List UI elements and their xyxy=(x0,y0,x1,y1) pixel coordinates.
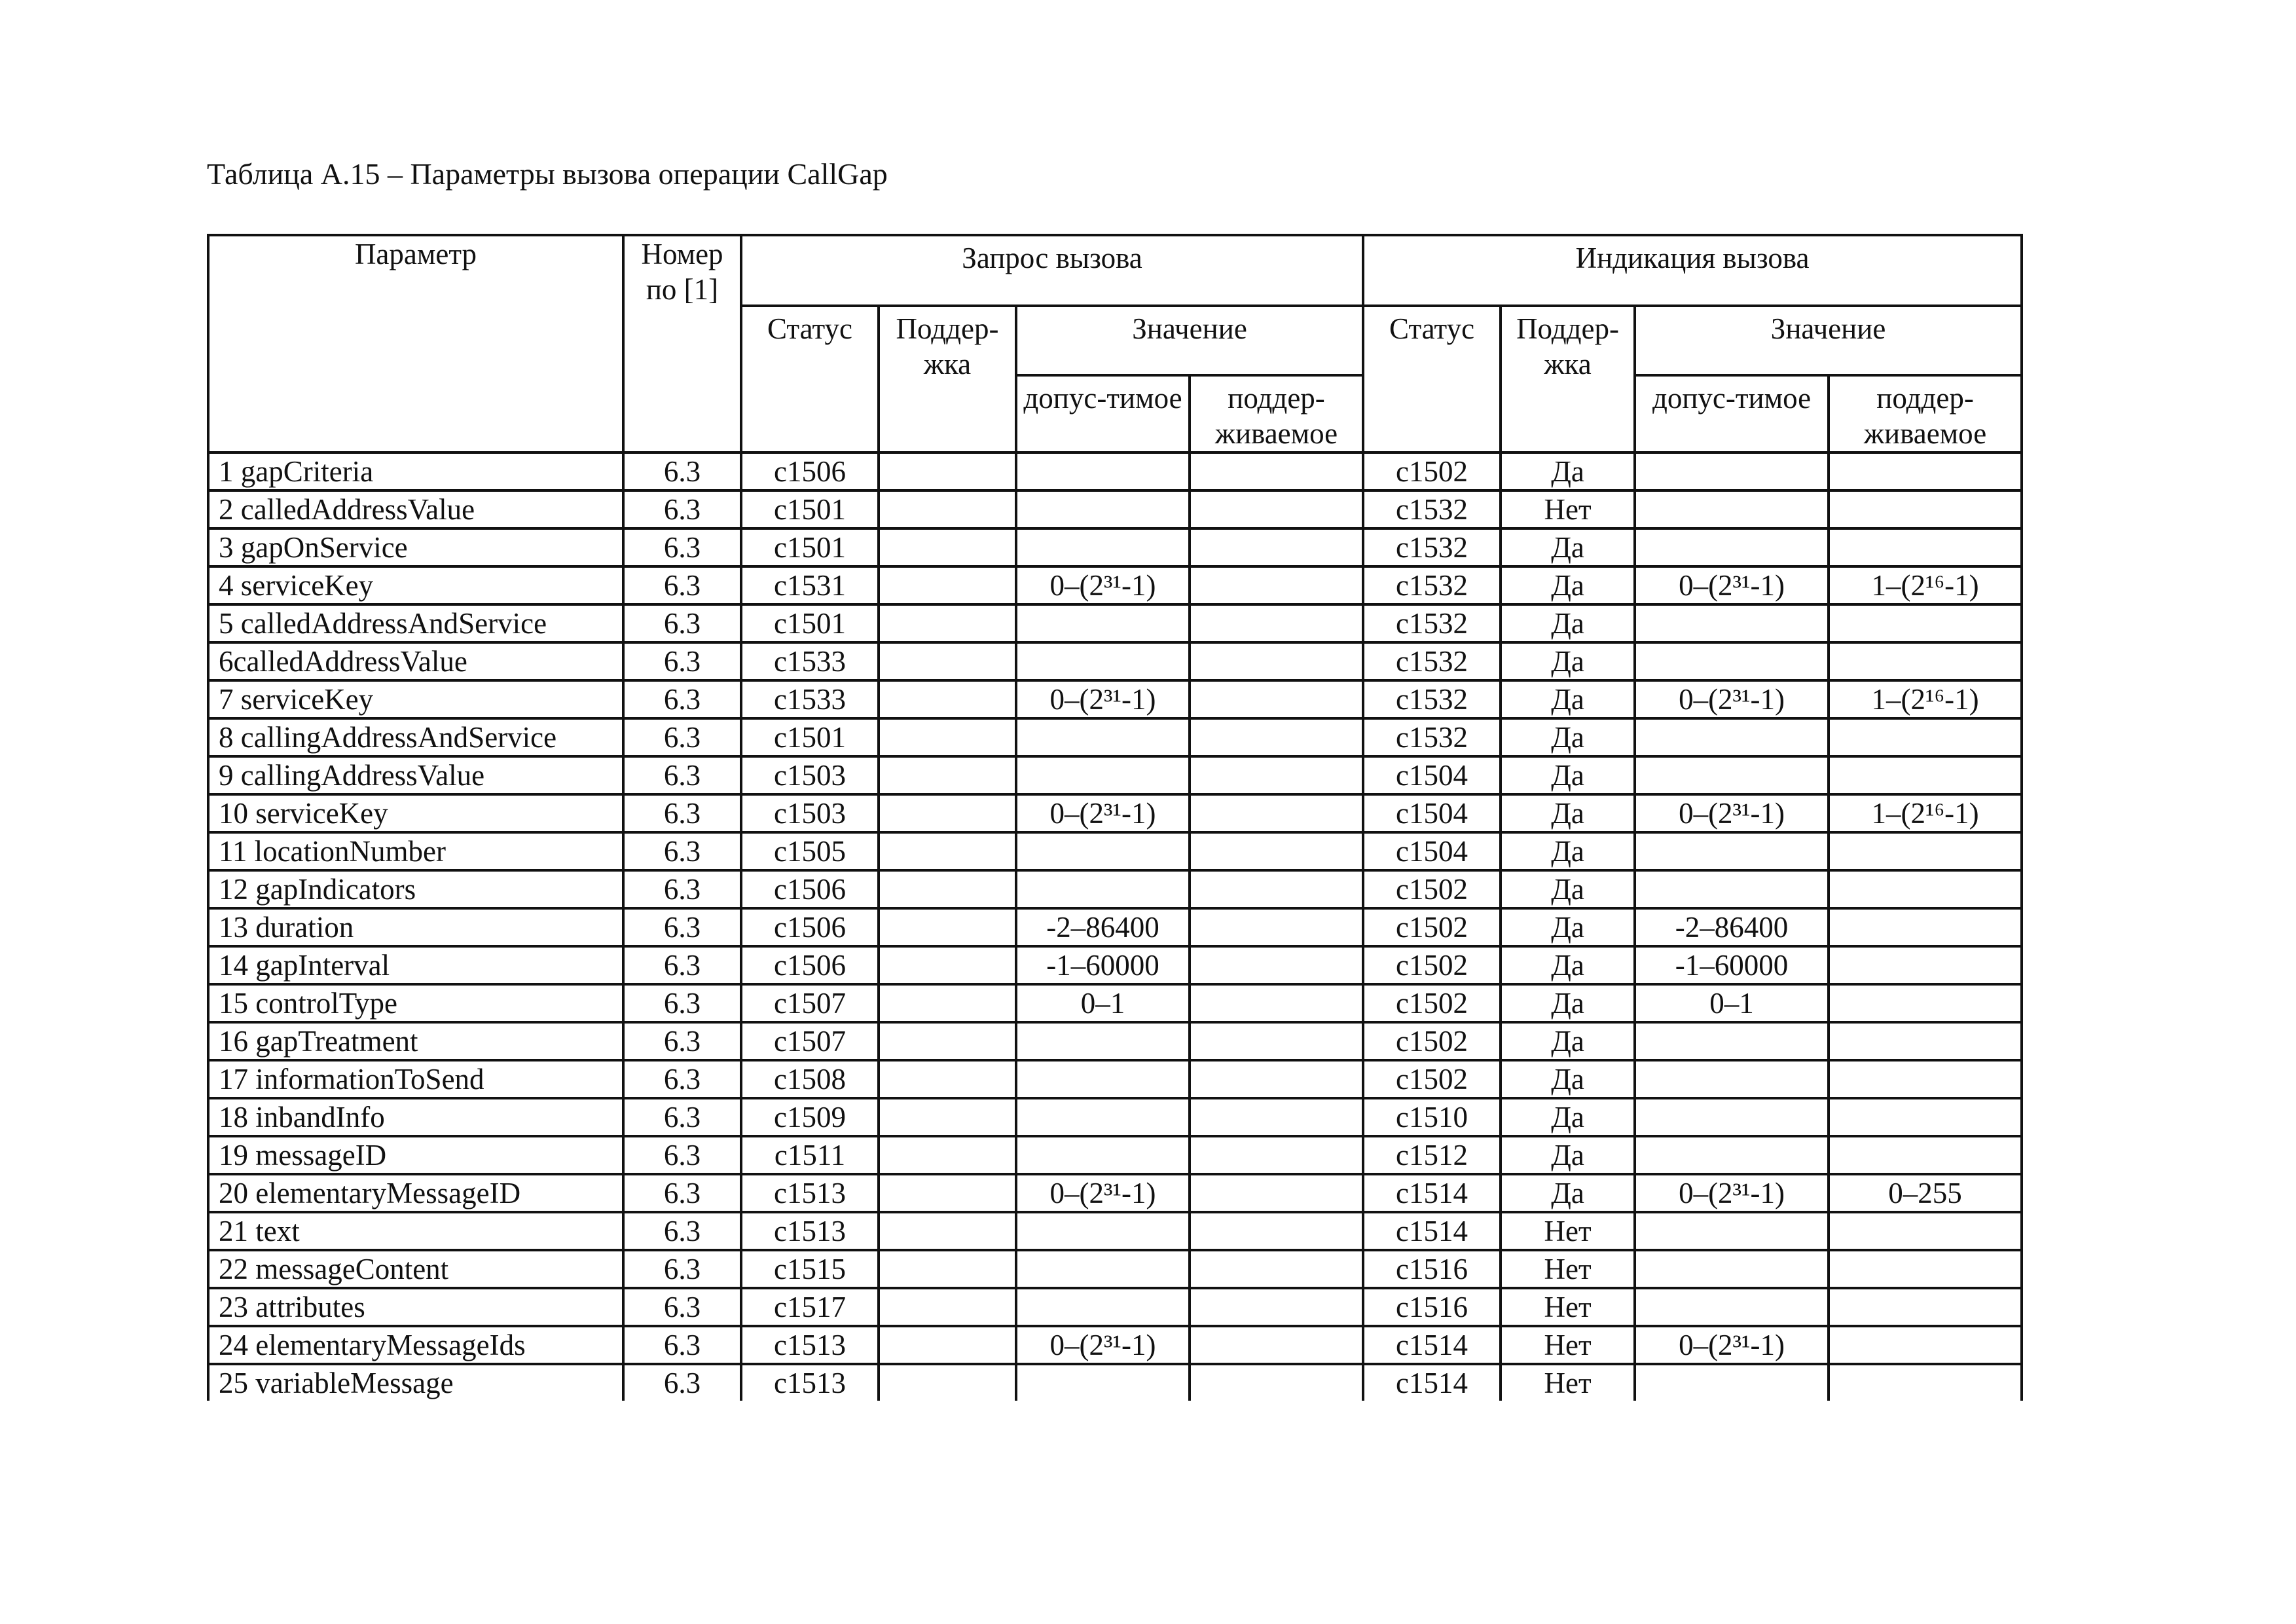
cell-request-allowed xyxy=(1016,1136,1190,1174)
cell-number: 6.3 xyxy=(623,1326,741,1364)
cell-indication-support: Да xyxy=(1501,452,1635,490)
cell-parameter-name: 20 elementaryMessageID xyxy=(208,1174,623,1212)
cell-request-support xyxy=(879,1326,1016,1364)
cell-indication-support: Да xyxy=(1501,756,1635,794)
cell-indication-supported xyxy=(1829,1212,2022,1250)
table-row xyxy=(208,528,2022,566)
cell-indication-supported xyxy=(1829,1326,2022,1364)
cell-indication-support: Да xyxy=(1501,946,1635,984)
cell-request-supported xyxy=(1190,1098,1363,1136)
cell-request-support xyxy=(879,1364,1016,1401)
cell-indication-support: Да xyxy=(1501,832,1635,870)
cell-indication-supported xyxy=(1829,1060,2022,1098)
cell-indication-support: Да xyxy=(1501,984,1635,1022)
cell-request-allowed xyxy=(1016,1212,1190,1250)
cell-request-supported xyxy=(1190,1174,1363,1212)
table-row xyxy=(208,832,2022,870)
cell-indication-status: c1502 xyxy=(1363,984,1501,1022)
cell-request-support xyxy=(879,1212,1016,1250)
cell-request-status: c1506 xyxy=(741,946,879,984)
table-row xyxy=(208,1364,2022,1401)
cell-indication-status: c1532 xyxy=(1363,566,1501,604)
header-parameter: Параметр xyxy=(208,235,623,452)
cell-request-status: c1505 xyxy=(741,832,879,870)
cell-request-support xyxy=(879,490,1016,528)
cell-request-status: c1507 xyxy=(741,1022,879,1060)
cell-parameter-name: 5 calledAddressAndService xyxy=(208,604,623,642)
cell-parameter-name: 10 serviceKey xyxy=(208,794,623,832)
cell-request-allowed xyxy=(1016,1250,1190,1288)
cell-request-supported xyxy=(1190,1364,1363,1401)
cell-request-support xyxy=(879,452,1016,490)
cell-parameter-name: 15 controlType xyxy=(208,984,623,1022)
cell-indication-support: Да xyxy=(1501,870,1635,908)
cell-request-status: c1501 xyxy=(741,718,879,756)
cell-request-status: c1506 xyxy=(741,908,879,946)
cell-request-status: c1533 xyxy=(741,642,879,680)
cell-request-supported xyxy=(1190,1022,1363,1060)
cell-request-allowed xyxy=(1016,870,1190,908)
cell-indication-allowed xyxy=(1635,1250,1829,1288)
cell-request-supported xyxy=(1190,832,1363,870)
cell-request-supported xyxy=(1190,1288,1363,1326)
cell-request-status: c1513 xyxy=(741,1174,879,1212)
cell-number: 6.3 xyxy=(623,1250,741,1288)
table-row xyxy=(208,1212,2022,1250)
cell-indication-supported: 1–(2¹⁶-1) xyxy=(1829,680,2022,718)
cell-request-support xyxy=(879,1136,1016,1174)
header-request-allowed: допус-тимое xyxy=(1016,375,1190,452)
header-indication-allowed: допус-тимое xyxy=(1635,375,1829,452)
cell-number: 6.3 xyxy=(623,984,741,1022)
cell-number: 6.3 xyxy=(623,1288,741,1326)
cell-number: 6.3 xyxy=(623,946,741,984)
cell-indication-support: Да xyxy=(1501,718,1635,756)
cell-indication-allowed: 0–1 xyxy=(1635,984,1829,1022)
header-request-group: Запрос вызова xyxy=(741,235,1363,306)
table-row xyxy=(208,1022,2022,1060)
cell-indication-allowed: 0–(2³¹-1) xyxy=(1635,794,1829,832)
table-body xyxy=(208,452,2022,1401)
cell-request-supported xyxy=(1190,528,1363,566)
table-row xyxy=(208,1098,2022,1136)
cell-indication-supported xyxy=(1829,946,2022,984)
cell-indication-support: Да xyxy=(1501,566,1635,604)
cell-indication-status: c1532 xyxy=(1363,528,1501,566)
cell-indication-supported xyxy=(1829,1136,2022,1174)
cell-indication-status: c1502 xyxy=(1363,946,1501,984)
cell-number: 6.3 xyxy=(623,604,741,642)
cell-number: 6.3 xyxy=(623,452,741,490)
cell-indication-supported: 1–(2¹⁶-1) xyxy=(1829,794,2022,832)
cell-number: 6.3 xyxy=(623,566,741,604)
cell-request-supported xyxy=(1190,870,1363,908)
cell-request-status: c1533 xyxy=(741,680,879,718)
cell-request-support xyxy=(879,946,1016,984)
cell-indication-supported xyxy=(1829,604,2022,642)
table-row xyxy=(208,1060,2022,1098)
cell-parameter-name: 16 gapTreatment xyxy=(208,1022,623,1060)
cell-request-support xyxy=(879,680,1016,718)
cell-indication-allowed xyxy=(1635,1212,1829,1250)
table-row xyxy=(208,1250,2022,1288)
table-header xyxy=(208,235,2022,452)
cell-number: 6.3 xyxy=(623,1136,741,1174)
cell-request-support xyxy=(879,908,1016,946)
cell-number: 6.3 xyxy=(623,756,741,794)
cell-request-supported xyxy=(1190,566,1363,604)
cell-indication-status: c1514 xyxy=(1363,1326,1501,1364)
header-request-status: Статус xyxy=(741,306,879,452)
cell-request-allowed: -1–60000 xyxy=(1016,946,1190,984)
cell-indication-status: c1514 xyxy=(1363,1364,1501,1401)
cell-indication-supported xyxy=(1829,1022,2022,1060)
callgap-parameters-table xyxy=(207,234,2023,1401)
cell-request-supported xyxy=(1190,490,1363,528)
cell-request-support xyxy=(879,794,1016,832)
cell-indication-status: c1504 xyxy=(1363,832,1501,870)
cell-number: 6.3 xyxy=(623,528,741,566)
cell-request-allowed xyxy=(1016,1288,1190,1326)
cell-request-support xyxy=(879,1288,1016,1326)
cell-indication-supported: 1–(2¹⁶-1) xyxy=(1829,566,2022,604)
cell-indication-status: c1514 xyxy=(1363,1212,1501,1250)
cell-request-status: c1509 xyxy=(741,1098,879,1136)
cell-indication-allowed: -2–86400 xyxy=(1635,908,1829,946)
cell-request-status: c1531 xyxy=(741,566,879,604)
cell-parameter-name: 24 elementaryMessageIds xyxy=(208,1326,623,1364)
cell-parameter-name: 3 gapOnService xyxy=(208,528,623,566)
cell-request-allowed xyxy=(1016,642,1190,680)
cell-indication-supported xyxy=(1829,452,2022,490)
cell-request-status: c1508 xyxy=(741,1060,879,1098)
cell-number: 6.3 xyxy=(623,1174,741,1212)
cell-request-status: c1503 xyxy=(741,794,879,832)
cell-request-status: c1506 xyxy=(741,452,879,490)
cell-parameter-name: 13 duration xyxy=(208,908,623,946)
cell-request-support xyxy=(879,1022,1016,1060)
cell-indication-allowed: 0–(2³¹-1) xyxy=(1635,1326,1829,1364)
header-indication-value: Значение xyxy=(1635,306,2022,375)
cell-number: 6.3 xyxy=(623,1212,741,1250)
cell-indication-supported xyxy=(1829,1250,2022,1288)
cell-number: 6.3 xyxy=(623,1098,741,1136)
cell-parameter-name: 7 serviceKey xyxy=(208,680,623,718)
cell-indication-status: c1532 xyxy=(1363,490,1501,528)
cell-parameter-name: 8 callingAddressAndService xyxy=(208,718,623,756)
cell-number: 6.3 xyxy=(623,718,741,756)
cell-number: 6.3 xyxy=(623,1364,741,1401)
table-row xyxy=(208,1174,2022,1212)
cell-indication-support: Нет xyxy=(1501,490,1635,528)
cell-indication-allowed xyxy=(1635,870,1829,908)
cell-indication-status: c1516 xyxy=(1363,1288,1501,1326)
cell-indication-support: Нет xyxy=(1501,1288,1635,1326)
cell-indication-status: c1502 xyxy=(1363,1022,1501,1060)
cell-indication-supported: 0–255 xyxy=(1829,1174,2022,1212)
cell-request-support xyxy=(879,832,1016,870)
cell-indication-status: c1532 xyxy=(1363,642,1501,680)
cell-indication-supported xyxy=(1829,870,2022,908)
cell-request-supported xyxy=(1190,452,1363,490)
table-row xyxy=(208,1136,2022,1174)
cell-parameter-name: 14 gapInterval xyxy=(208,946,623,984)
cell-request-supported xyxy=(1190,1326,1363,1364)
cell-indication-support: Да xyxy=(1501,1098,1635,1136)
cell-request-support xyxy=(879,870,1016,908)
cell-request-allowed xyxy=(1016,1364,1190,1401)
cell-parameter-name: 12 gapIndicators xyxy=(208,870,623,908)
cell-parameter-name: 25 variableMessage xyxy=(208,1364,623,1401)
cell-request-allowed: 0–(2³¹-1) xyxy=(1016,794,1190,832)
cell-request-allowed: 0–(2³¹-1) xyxy=(1016,680,1190,718)
cell-indication-allowed: 0–(2³¹-1) xyxy=(1635,1174,1829,1212)
header-request-supported: поддер-живаемое xyxy=(1190,375,1363,452)
cell-request-allowed xyxy=(1016,1022,1190,1060)
cell-request-allowed xyxy=(1016,718,1190,756)
cell-request-allowed xyxy=(1016,604,1190,642)
cell-indication-support: Да xyxy=(1501,1060,1635,1098)
cell-parameter-name: 21 text xyxy=(208,1212,623,1250)
cell-request-status: c1513 xyxy=(741,1326,879,1364)
cell-number: 6.3 xyxy=(623,794,741,832)
cell-request-supported xyxy=(1190,1060,1363,1098)
cell-parameter-name: 19 messageID xyxy=(208,1136,623,1174)
cell-request-support xyxy=(879,1174,1016,1212)
table-row xyxy=(208,756,2022,794)
cell-request-support xyxy=(879,756,1016,794)
cell-indication-status: c1502 xyxy=(1363,908,1501,946)
cell-request-status: c1513 xyxy=(741,1364,879,1401)
table-row xyxy=(208,452,2022,490)
cell-indication-status: c1512 xyxy=(1363,1136,1501,1174)
cell-number: 6.3 xyxy=(623,680,741,718)
cell-number: 6.3 xyxy=(623,1060,741,1098)
cell-indication-status: c1510 xyxy=(1363,1098,1501,1136)
table-row xyxy=(208,984,2022,1022)
cell-request-status: c1503 xyxy=(741,756,879,794)
cell-indication-status: c1516 xyxy=(1363,1250,1501,1288)
cell-indication-support: Нет xyxy=(1501,1212,1635,1250)
cell-request-supported xyxy=(1190,1136,1363,1174)
cell-request-allowed: 0–(2³¹-1) xyxy=(1016,566,1190,604)
cell-indication-support: Да xyxy=(1501,1174,1635,1212)
cell-parameter-name: 1 gapCriteria xyxy=(208,452,623,490)
table-row xyxy=(208,642,2022,680)
cell-parameter-name: 4 serviceKey xyxy=(208,566,623,604)
cell-request-supported xyxy=(1190,642,1363,680)
header-request-support: Поддер-жка xyxy=(879,306,1016,452)
cell-request-supported xyxy=(1190,756,1363,794)
cell-request-support xyxy=(879,1250,1016,1288)
cell-request-support xyxy=(879,642,1016,680)
cell-indication-support: Да xyxy=(1501,794,1635,832)
cell-indication-status: c1532 xyxy=(1363,680,1501,718)
cell-parameter-name: 11 locationNumber xyxy=(208,832,623,870)
cell-number: 6.3 xyxy=(623,908,741,946)
cell-request-allowed xyxy=(1016,452,1190,490)
table-row xyxy=(208,490,2022,528)
cell-indication-allowed xyxy=(1635,1364,1829,1401)
cell-request-allowed xyxy=(1016,756,1190,794)
cell-indication-supported xyxy=(1829,642,2022,680)
cell-request-supported xyxy=(1190,794,1363,832)
cell-request-supported xyxy=(1190,984,1363,1022)
cell-indication-support: Да xyxy=(1501,908,1635,946)
cell-request-allowed xyxy=(1016,1098,1190,1136)
table-row xyxy=(208,1288,2022,1326)
cell-indication-status: c1504 xyxy=(1363,794,1501,832)
cell-indication-allowed xyxy=(1635,1288,1829,1326)
cell-parameter-name: 23 attributes xyxy=(208,1288,623,1326)
cell-request-status: c1501 xyxy=(741,490,879,528)
table-row xyxy=(208,794,2022,832)
cell-request-status: c1515 xyxy=(741,1250,879,1288)
cell-indication-supported xyxy=(1829,1364,2022,1401)
cell-indication-allowed xyxy=(1635,756,1829,794)
cell-indication-supported xyxy=(1829,528,2022,566)
cell-indication-supported xyxy=(1829,1288,2022,1326)
cell-request-allowed: 0–(2³¹-1) xyxy=(1016,1326,1190,1364)
table-row xyxy=(208,718,2022,756)
cell-indication-support: Да xyxy=(1501,680,1635,718)
cell-indication-allowed xyxy=(1635,528,1829,566)
cell-indication-status: c1502 xyxy=(1363,452,1501,490)
cell-indication-supported xyxy=(1829,718,2022,756)
cell-request-allowed xyxy=(1016,832,1190,870)
cell-indication-allowed: 0–(2³¹-1) xyxy=(1635,566,1829,604)
header-indication-support: Поддер-жка xyxy=(1501,306,1635,452)
cell-request-allowed xyxy=(1016,528,1190,566)
cell-indication-support: Да xyxy=(1501,642,1635,680)
cell-request-status: c1511 xyxy=(741,1136,879,1174)
cell-indication-status: c1502 xyxy=(1363,870,1501,908)
cell-indication-status: c1532 xyxy=(1363,718,1501,756)
cell-indication-support: Да xyxy=(1501,528,1635,566)
cell-indication-supported xyxy=(1829,756,2022,794)
cell-request-support xyxy=(879,604,1016,642)
cell-request-allowed: -2–86400 xyxy=(1016,908,1190,946)
cell-parameter-name: 9 callingAddressValue xyxy=(208,756,623,794)
cell-request-supported xyxy=(1190,680,1363,718)
table-row xyxy=(208,604,2022,642)
cell-indication-supported xyxy=(1829,490,2022,528)
table-caption: Таблица А.15 – Параметры вызова операции CallGap xyxy=(207,157,888,191)
cell-number: 6.3 xyxy=(623,1022,741,1060)
cell-parameter-name: 2 calledAddressValue xyxy=(208,490,623,528)
cell-request-status: c1501 xyxy=(741,528,879,566)
cell-request-support xyxy=(879,984,1016,1022)
cell-indication-support: Да xyxy=(1501,1022,1635,1060)
cell-request-support xyxy=(879,1060,1016,1098)
cell-parameter-name: 22 messageContent xyxy=(208,1250,623,1288)
cell-indication-supported xyxy=(1829,984,2022,1022)
header-number: Номер по [1] xyxy=(623,235,741,452)
table-row xyxy=(208,908,2022,946)
cell-indication-status: c1504 xyxy=(1363,756,1501,794)
cell-request-allowed: 0–(2³¹-1) xyxy=(1016,1174,1190,1212)
cell-indication-allowed xyxy=(1635,1060,1829,1098)
table-row xyxy=(208,870,2022,908)
cell-request-allowed: 0–1 xyxy=(1016,984,1190,1022)
cell-request-status: c1501 xyxy=(741,604,879,642)
header-indication-supported: поддер-живаемое xyxy=(1829,375,2022,452)
cell-request-supported xyxy=(1190,604,1363,642)
cell-indication-support: Нет xyxy=(1501,1364,1635,1401)
cell-request-supported xyxy=(1190,1212,1363,1250)
cell-indication-allowed xyxy=(1635,718,1829,756)
cell-indication-allowed xyxy=(1635,490,1829,528)
cell-request-status: c1507 xyxy=(741,984,879,1022)
table-row xyxy=(208,1326,2022,1364)
cell-request-supported xyxy=(1190,1250,1363,1288)
cell-indication-allowed xyxy=(1635,604,1829,642)
cell-number: 6.3 xyxy=(623,490,741,528)
cell-request-status: c1506 xyxy=(741,870,879,908)
cell-indication-status: c1532 xyxy=(1363,604,1501,642)
cell-request-status: c1517 xyxy=(741,1288,879,1326)
cell-request-supported xyxy=(1190,718,1363,756)
header-indication-group: Индикация вызова xyxy=(1363,235,2022,306)
cell-indication-support: Нет xyxy=(1501,1326,1635,1364)
cell-number: 6.3 xyxy=(623,832,741,870)
table-row xyxy=(208,946,2022,984)
cell-request-supported xyxy=(1190,946,1363,984)
cell-request-support xyxy=(879,718,1016,756)
cell-indication-allowed xyxy=(1635,1022,1829,1060)
cell-indication-allowed xyxy=(1635,1136,1829,1174)
cell-indication-support: Нет xyxy=(1501,1250,1635,1288)
cell-indication-allowed: 0–(2³¹-1) xyxy=(1635,680,1829,718)
cell-request-support xyxy=(879,566,1016,604)
cell-parameter-name: 17 informationToSend xyxy=(208,1060,623,1098)
cell-indication-supported xyxy=(1829,832,2022,870)
header-indication-status: Статус xyxy=(1363,306,1501,452)
cell-number: 6.3 xyxy=(623,870,741,908)
cell-indication-support: Да xyxy=(1501,1136,1635,1174)
cell-request-status: c1513 xyxy=(741,1212,879,1250)
cell-parameter-name: 6calledAddressValue xyxy=(208,642,623,680)
cell-request-supported xyxy=(1190,908,1363,946)
cell-request-support xyxy=(879,528,1016,566)
header-request-value: Значение xyxy=(1016,306,1363,375)
cell-indication-allowed xyxy=(1635,1098,1829,1136)
cell-indication-allowed: -1–60000 xyxy=(1635,946,1829,984)
cell-indication-allowed xyxy=(1635,832,1829,870)
cell-request-allowed xyxy=(1016,1060,1190,1098)
cell-indication-status: c1514 xyxy=(1363,1174,1501,1212)
cell-indication-allowed xyxy=(1635,452,1829,490)
cell-indication-allowed xyxy=(1635,642,1829,680)
table-row xyxy=(208,680,2022,718)
cell-indication-supported xyxy=(1829,1098,2022,1136)
table-row xyxy=(208,566,2022,604)
cell-indication-support: Да xyxy=(1501,604,1635,642)
cell-indication-supported xyxy=(1829,908,2022,946)
cell-request-support xyxy=(879,1098,1016,1136)
cell-indication-status: c1502 xyxy=(1363,1060,1501,1098)
cell-number: 6.3 xyxy=(623,642,741,680)
cell-parameter-name: 18 inbandInfo xyxy=(208,1098,623,1136)
cell-request-allowed xyxy=(1016,490,1190,528)
